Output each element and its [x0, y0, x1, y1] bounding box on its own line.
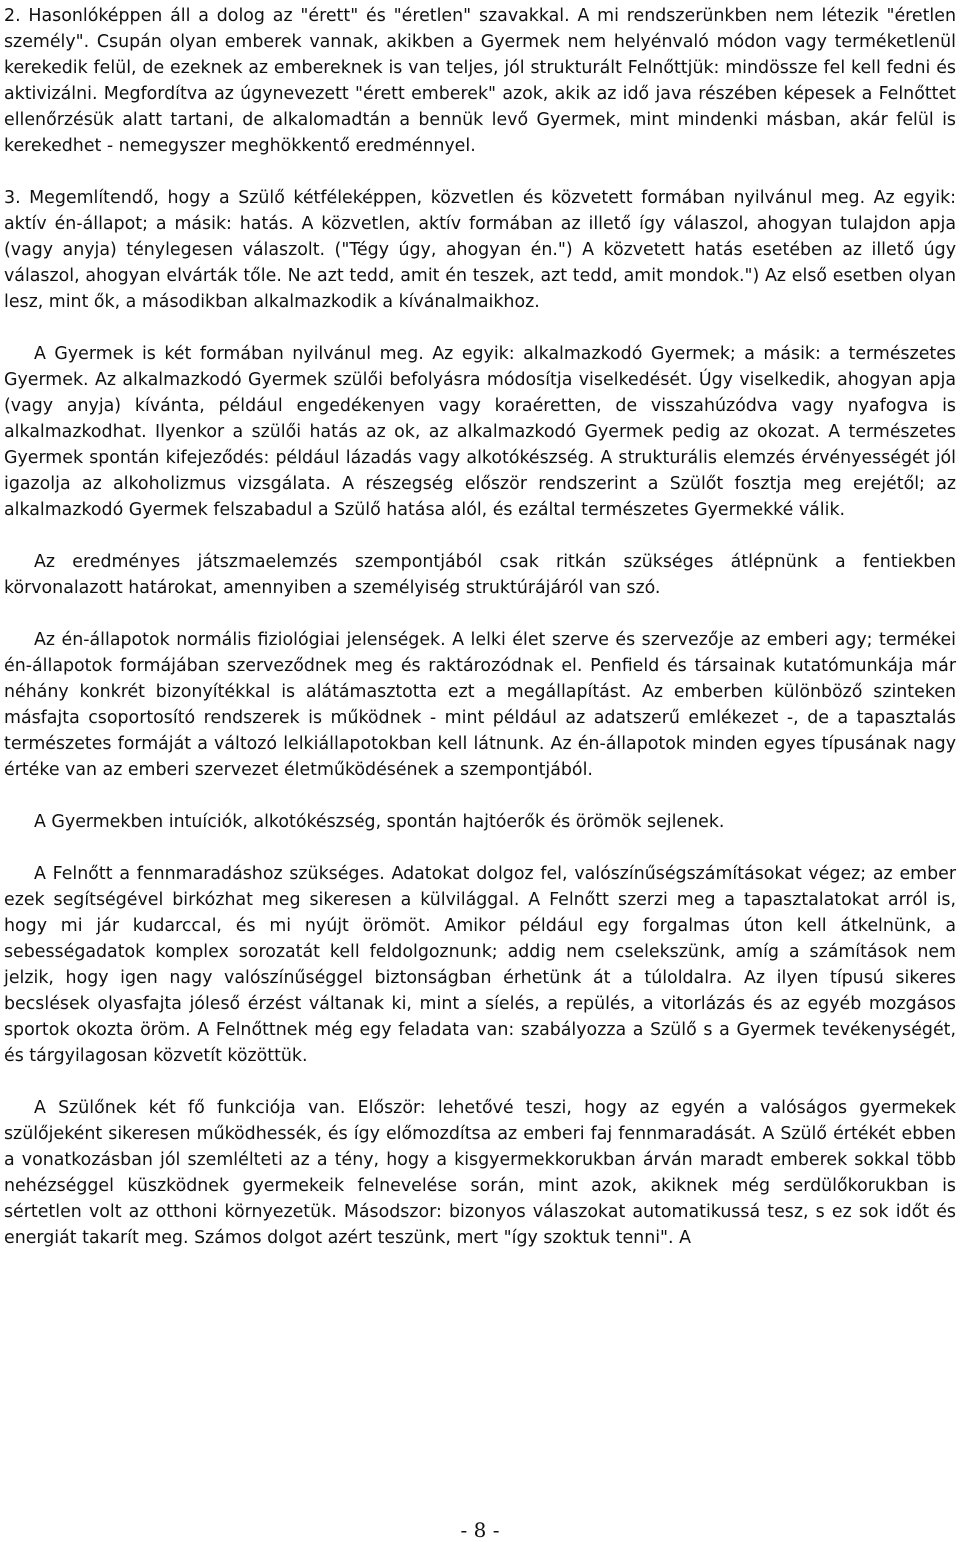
- paragraph-point-2: 2. Hasonlóképpen áll a dolog az "érett" és "éretlen" szavakkal. A mi rendszerünkben nem létezik "éretlen személy". Csupán olyan emberek vannak, akikben a Gyermek nem helyénvaló módon vagy terméketlenül kerekedik felül, de ezeknek az embereknek is van teljes, jól strukturált Felnőttjük: mindössze fel kell fedni és aktivizálni. Megfordítva az úgynevezett "érett emberek" azok, akik az idő java részében képesek a Felnőttet ellenőrzésük alatt tartani, de alkalomadtán a bennük levő Gyermek, mint mindenki másban, akár felül is kerekedhet - nemegyszer meghökkentő eredménnyel.: [4, 6, 956, 156]
- paragraph-child-intuition: A Gyermekben intuíciók, alkotókészség, spontán hajtóerők és örömök sejlenek.: [34, 812, 725, 832]
- paragraph-point-3: 3. Megemlítendő, hogy a Szülő kétféleképpen, közvetlen és közvetett formában nyilvánul meg. Az egyik: aktív én-állapot; a másik: hatás. A közvetlen, aktív formában az illető így válaszol, ahogyan tulajdon apja (vagy anyja) ténylegesen válaszolt. ("Tégy úgy, ahogyan én.") A közvetett hatás esetében az illető úgy válaszol, ahogyan elvárták tőle. Ne azt tedd, amit én teszek, azt tedd, amit mondok.") Az első esetben olyan lesz, mint ők, a másodikban alkalmazkodik a kívánalmaikhoz.: [4, 188, 956, 312]
- page-number: - 8 -: [460, 1518, 500, 1542]
- paragraph-parent: A Szülőnek két fő funkciója van. Először: lehetővé teszi, hogy az egyén a valóságos gyermekek szülőjeként sikeresen működhessék, és így előmozdítsa az emberi faj fennmaradását. A Szülő értékét ebben a vonatkozásban jól szemlélteti az a tény, hogy a kisgyermekkorukban árván maradt emberek sokkal több nehézséggel küszködnek gyermekeik felnevelése során, mint azok, akiknek még serdülőkorukban is sértetlen volt az otthoni környezetük. Másodszor: bizonyos válaszokat automatikussá tesz, s ez sok időt és energiát takarít meg. Számos dolgot azért teszünk, mert "így szoktuk tenni". A: [4, 1098, 956, 1248]
- paragraph-game-analysis: Az eredményes játszmaelemzés szempontjából csak ritkán szükséges átlépnünk a fentiekben körvonalazott határokat, amennyiben a személyiség struktúrájáról van szó.: [4, 552, 956, 598]
- document-page: [4, 3, 956, 1251]
- paragraph-child-forms: A Gyermek is két formában nyilvánul meg. Az egyik: alkalmazkodó Gyermek; a másik: a természetes Gyermek. Az alkalmazkodó Gyermek szülői befolyásra módosítja viselkedését. Úgy viselkedik, ahogyan apja (vagy anyja) kívánta, például engedékenyen vagy koraéretten, de visszahúzódva vagy nyafogva is alkalmazkodhat. Ilyenkor a szülői hatás az ok, az alkalmazkodó Gyermek pedig az okozat. A természetes Gyermek spontán kifejeződés: például lázadás vagy alkotókészség. A strukturális elemzés érvényességét jól igazolja az alkoholizmus vizsgálata. A részegség először rendszerint a Szülőt fosztja meg erejétől; az alkalmazkodó Gyermek felszabadul a Szülő hatása alól, és ezáltal természetes Gyermekké válik.: [4, 344, 956, 520]
- paragraph-ego-states: Az én-állapotok normális fiziológiai jelenségek. A lelki élet szerve és szervezője az emberi agy; termékei én-állapotok formájában szerveződnek meg és raktározódnak el. Penfield és társainak kutatómunkája már néhány konkrét bizonyítékkal is alátámasztotta ezt a megállapítást. Az emberben különböző szinteken másfajta csoportosító rendszerek is működnek - mint például az adatszerű emlékezet -, de a tapasztalás természetes formáját a változó lelkiállapotokban kell látnunk. Az én-állapotok minden egyes típusának nagy értéke van az emberi szervezet életműködésének a szempontjából.: [4, 630, 956, 780]
- paragraph-adult: A Felnőtt a fennmaradáshoz szükséges. Adatokat dolgoz fel, valószínűségszámításokat végez; az ember ezek segítségével birkózhat meg sikeresen a külvilággal. A Felnőtt szerzi meg a tapasztalatokat arról is, hogy mi jár kudarccal, és mi nyújt örömöt. Amikor például egy forgalmas úton kell átkelnünk, a sebességadatok komplex sorozatát kell feldolgoznunk; addig nem cselekszünk, amíg a számítások nem jelzik, hogy igen nagy valószínűséggel biztonságban érhetünk át a túloldalra. Az ilyen típusú sikeres becslések olyasfajta jóleső érzést váltanak ki, mint a síelés, a repülés, a vitorlázás és az egyéb mozgásos sportok okozta öröm. A Felnőttnek még egy feladata van: szabályozza a Szülő s a Gyermek tevékenységét, és tárgyilagosan közvetít közöttük.: [4, 864, 956, 1066]
